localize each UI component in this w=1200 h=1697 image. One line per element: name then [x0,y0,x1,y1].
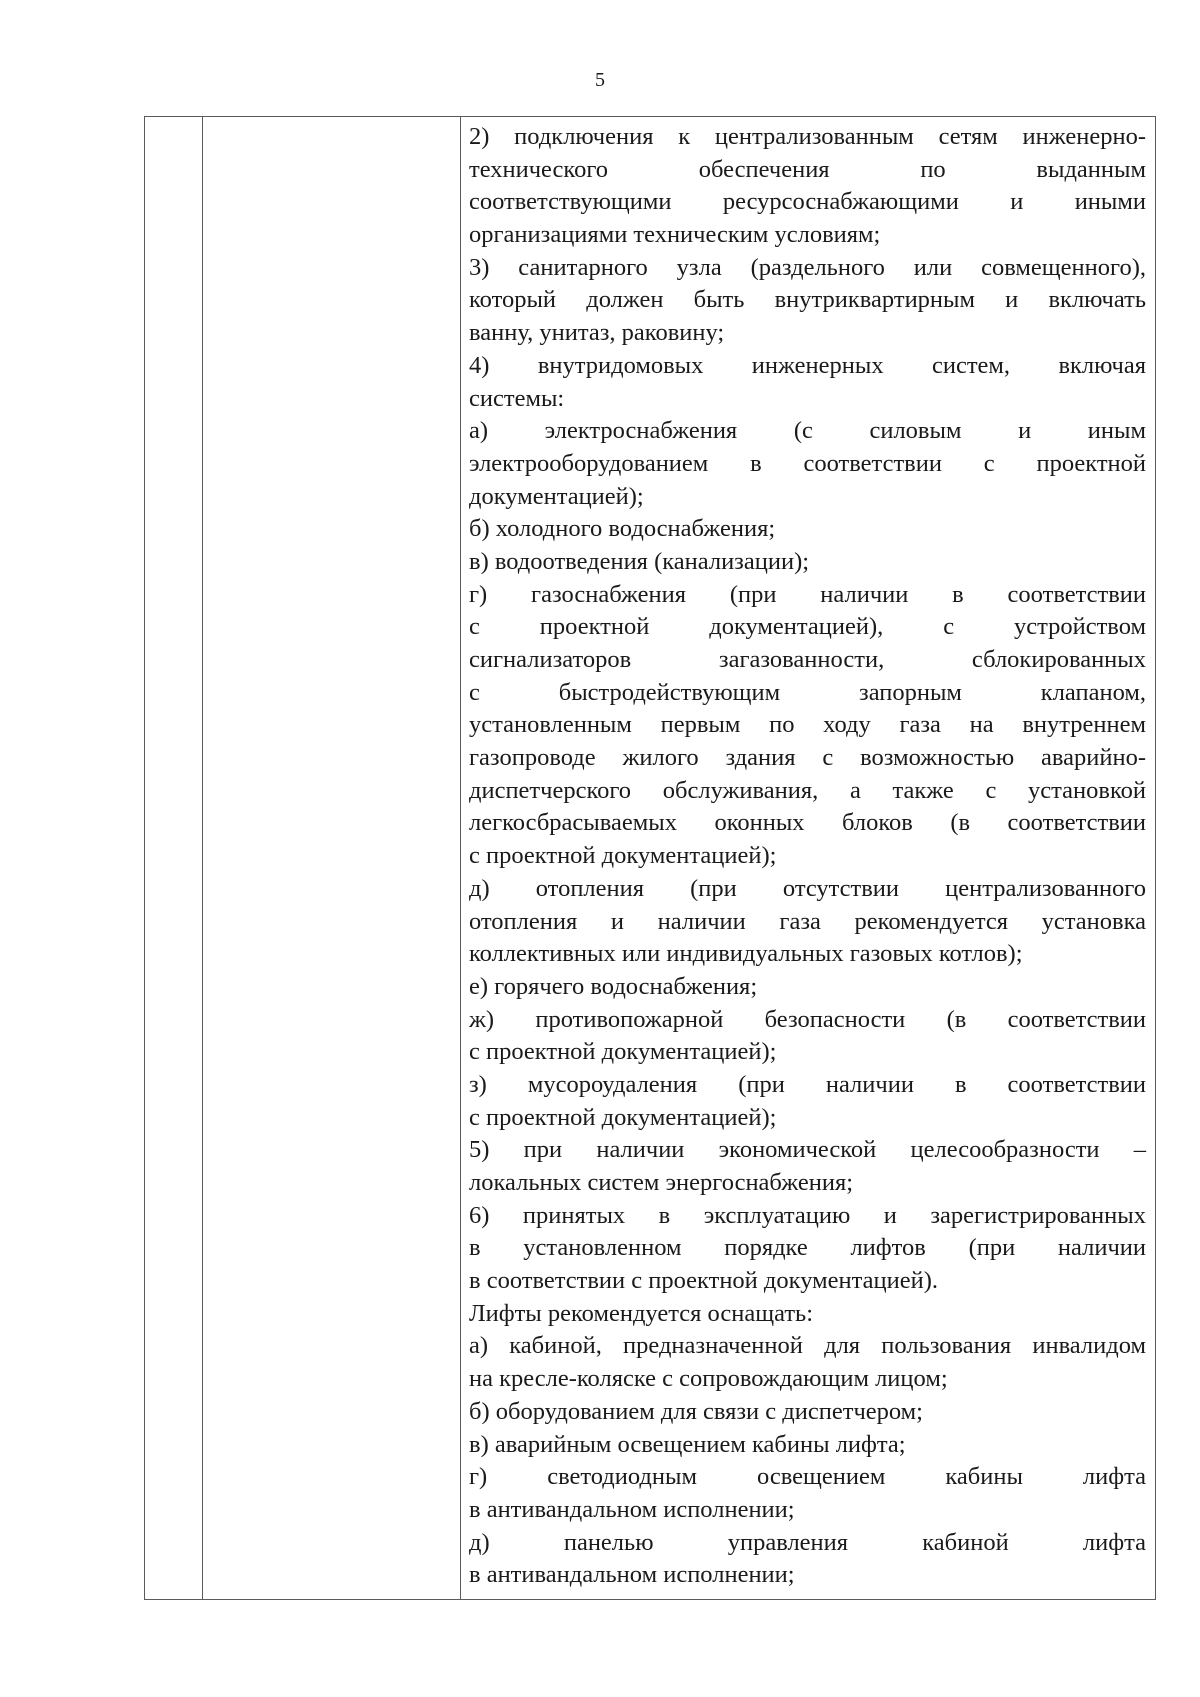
text-line: газопроводе жилого здания с возможностью аварийно- [469,744,1146,772]
table-cell-requirements [469,121,1146,1592]
text-line: ванну, унитаз, раковину; [469,319,725,347]
text-line: з) мусороудаления (при наличии в соответствии [469,1070,1146,1098]
text-line: на кресле-коляске с сопровождающим лицом; [469,1365,948,1393]
text-line: документацией); [469,482,644,510]
column-divider [460,117,461,1599]
text-line: в антивандальном исполнении; [469,1495,795,1523]
document-table [144,116,1156,1600]
text-line: 6) принятых в эксплуатацию и зарегистрированных [469,1201,1146,1229]
text-line: д) отопления (при отсутствии централизованного [469,874,1146,902]
text-line: соответствующими ресурсоснабжающими и иными [469,188,1146,216]
text-line: а) электроснабжения (с силовым и иным [469,417,1146,445]
text-line: с проектной документацией), с устройством [469,613,1146,641]
text-line: электрооборудованием в соответствии с проектной [469,449,1146,477]
text-line: с проектной документацией); [469,1103,777,1131]
text-line: локальных систем энергоснабжения; [469,1169,854,1196]
text-line: г) светодиодным освещением кабины лифта [469,1463,1146,1491]
text-line: б) оборудованием для связи с диспетчером; [469,1397,923,1425]
text-line: ж) противопожарной безопасности (в соответствии [469,1005,1146,1033]
text-line: 2) подключения к централизованным сетям инженерно- [469,123,1146,150]
text-line: в) аварийным освещением кабины лифта; [469,1430,906,1458]
text-line: Лифты рекомендуется оснащать: [469,1299,814,1327]
text-line: с быстродействующим запорным клапаном, [469,678,1146,706]
text-line: легкосбрасываемых оконных блоков (в соответствии [469,809,1146,837]
text-line: 3) санитарного узла (раздельного или совмещенного), [469,253,1146,281]
text-line: в антивандальном исполнении; [469,1561,795,1589]
text-line: с проектной документацией); [469,842,777,870]
page-number: 5 [595,69,605,91]
text-line: с проектной документацией); [469,1038,777,1066]
text-line: в соответствии с проектной документацией). [469,1267,938,1295]
text-line: 5) при наличии экономической целесообразности – [469,1136,1146,1164]
text-line: в) водоотведения (канализации); [469,547,810,575]
text-line: системы: [469,384,565,412]
text-line: 4) внутридомовых инженерных систем, включая [469,351,1146,379]
text-line: д) панелью управления кабиной лифта [469,1528,1146,1556]
text-line: б) холодного водоснабжения; [469,515,776,543]
text-line: коллективных или индивидуальных газовых котлов); [469,940,1023,968]
text-line: в установленном порядке лифтов (при наличии [469,1234,1146,1262]
table-cell-name [203,117,460,1599]
text-line: а) кабиной, предназначенной для пользования инвалидом [469,1332,1146,1360]
table-cell-number [145,117,202,1599]
text-line: г) газоснабжения (при наличии в соответствии [469,580,1146,608]
text-line: отопления и наличии газа рекомендуется установка [469,907,1146,935]
text-line: который должен быть внутриквартирным и включать [469,286,1146,314]
text-line: сигнализаторов загазованности, сблокированных [469,646,1146,673]
text-line: диспетчерского обслуживания, а также с установкой [469,776,1146,804]
text-line: е) горячего водоснабжения; [469,972,758,1000]
text-line: установленным первым по ходу газа на внутреннем [469,711,1146,739]
text-line: технического обеспечения по выданным [469,155,1146,183]
text-line: организациями техническим условиям; [469,221,881,249]
